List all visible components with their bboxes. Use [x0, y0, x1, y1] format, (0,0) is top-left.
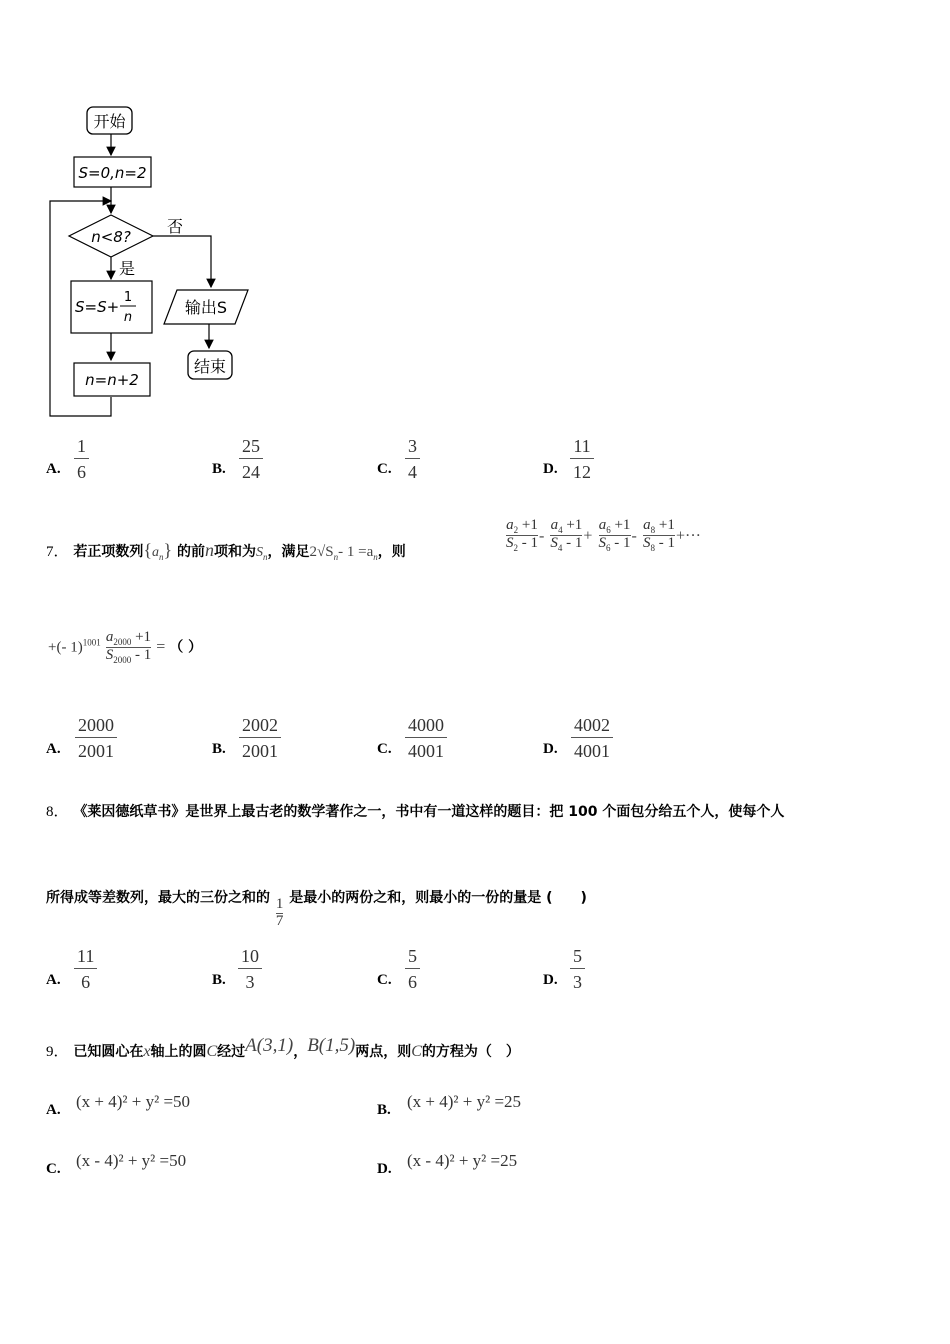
- q8-option-c-letter: C.: [377, 972, 392, 988]
- q9-option-b-equation: (x + 4)² + y² =25: [407, 1092, 522, 1111]
- q8-option-a-letter: A.: [46, 972, 61, 988]
- q6-option-c-fraction: 3 4: [405, 437, 420, 481]
- q6-option-b-letter: B.: [212, 461, 226, 477]
- q7-stem-line2: +(- 1)$^{1001}$ $\frac{a_{2000} +1}{S_{2000} - 1}$ = （ ）: [48, 629, 203, 666]
- q7-term-2: $\frac{a_4 +1}{S_4 - 1}$: [550, 517, 583, 554]
- assign-den: n: [123, 310, 133, 325]
- q8-option-b-fraction: 10 3: [238, 947, 262, 991]
- q9-option-a-equation: (x + 4)² + y² =50: [76, 1092, 191, 1111]
- q9-stem: 9． 已知圆心在x轴上的圆C经过A(3,1)，B(1,5)两点，则C的方程为（ ）: [46, 1035, 520, 1060]
- q7-term-4: $\frac{a_8 +1}{S_8 - 1}$: [642, 517, 675, 554]
- condition-label: n<8?: [91, 228, 131, 246]
- no-label: 否: [167, 217, 184, 236]
- q7-last-term: $\frac{a_{2000} +1}{S_{2000} - 1}$: [105, 629, 152, 666]
- output-label: 输出S: [184, 298, 228, 317]
- q7-option-d-fraction: 4002 4001: [571, 716, 613, 760]
- q7-term-3: $\frac{a_6 +1}{S_6 - 1}$: [598, 517, 631, 554]
- q7-series-terms: $\frac{a_2 +1}{S_2 - 1}$ - $\frac{a_4 +1}{S_4 - 1}$ + $\frac{a_6 +1}{S_6 - 1}$ - $\frac{a_8 +1}{S_8 - 1}$ +···: [506, 517, 701, 554]
- q7-option-d-letter: D.: [543, 741, 558, 757]
- q9-option-c-letter: C.: [46, 1161, 61, 1177]
- q8-option-d-letter: D.: [543, 972, 558, 988]
- start-label: 开始: [93, 112, 126, 131]
- q7-stem-line1: 7． 若正项数列$\{a_n\}$ 的前n项和为$S_n$，满足$2√S_n-$ $1 =a_n$，则: [46, 540, 406, 562]
- q7-option-a-fraction: 2000 2001: [75, 716, 117, 760]
- q6-option-a-fraction: 1 6: [74, 437, 89, 481]
- q7-option-c-letter: C.: [377, 741, 392, 757]
- increment-label: n=n+2: [85, 371, 139, 389]
- q8-stem-line1: 8． 《莱因德纸草书》是世界上最古老的数学著作之一，书中有一道这样的题目：把 100 个面包分给五个人，使每个人: [46, 804, 785, 820]
- flowchart: [0, 0, 300, 430]
- q9-option-d-equation: (x - 4)² + y² =25: [407, 1151, 518, 1170]
- init-label: S=0,n=2: [78, 164, 147, 182]
- q6-option-d-fraction: 11 12: [570, 437, 594, 481]
- q8-option-c-fraction: 5 6: [405, 947, 420, 991]
- q7-option-a-letter: A.: [46, 741, 61, 757]
- q7-term-1: $\frac{a_2 +1}{S_2 - 1}$: [506, 517, 538, 554]
- q8-option-b-letter: B.: [212, 972, 226, 988]
- q9-option-c-equation: (x - 4)² + y² =50: [76, 1151, 187, 1170]
- assign-num: 1: [123, 290, 133, 305]
- end-label: 结束: [193, 357, 227, 376]
- q8-option-d-fraction: 5 3: [570, 947, 585, 991]
- q8-option-a-fraction: 11 6: [74, 947, 97, 991]
- q8-stem-line2: 所得成等差数列，最大的三份之和的 $\frac{1}{7}$ 是最小的两份之和，则最小的一份的量是 ( ): [46, 890, 587, 929]
- q9-option-d-letter: D.: [377, 1161, 392, 1177]
- q9-option-b-letter: B.: [377, 1102, 391, 1118]
- q6-option-b-fraction: 25 24: [239, 437, 263, 481]
- q9-option-a-letter: A.: [46, 1102, 61, 1118]
- q6-option-c-letter: C.: [377, 461, 392, 477]
- q7-option-c-fraction: 4000 4001: [405, 716, 447, 760]
- q8-inline-fraction: $\frac{1}{7}$: [275, 896, 284, 929]
- q7-option-b-letter: B.: [212, 741, 226, 757]
- yes-label: 是: [119, 259, 136, 278]
- assign-prefix: S=S+: [75, 298, 120, 316]
- q6-option-d-letter: D.: [543, 461, 558, 477]
- q6-option-a-letter: A.: [46, 461, 61, 477]
- q7-option-b-fraction: 2002 2001: [239, 716, 281, 760]
